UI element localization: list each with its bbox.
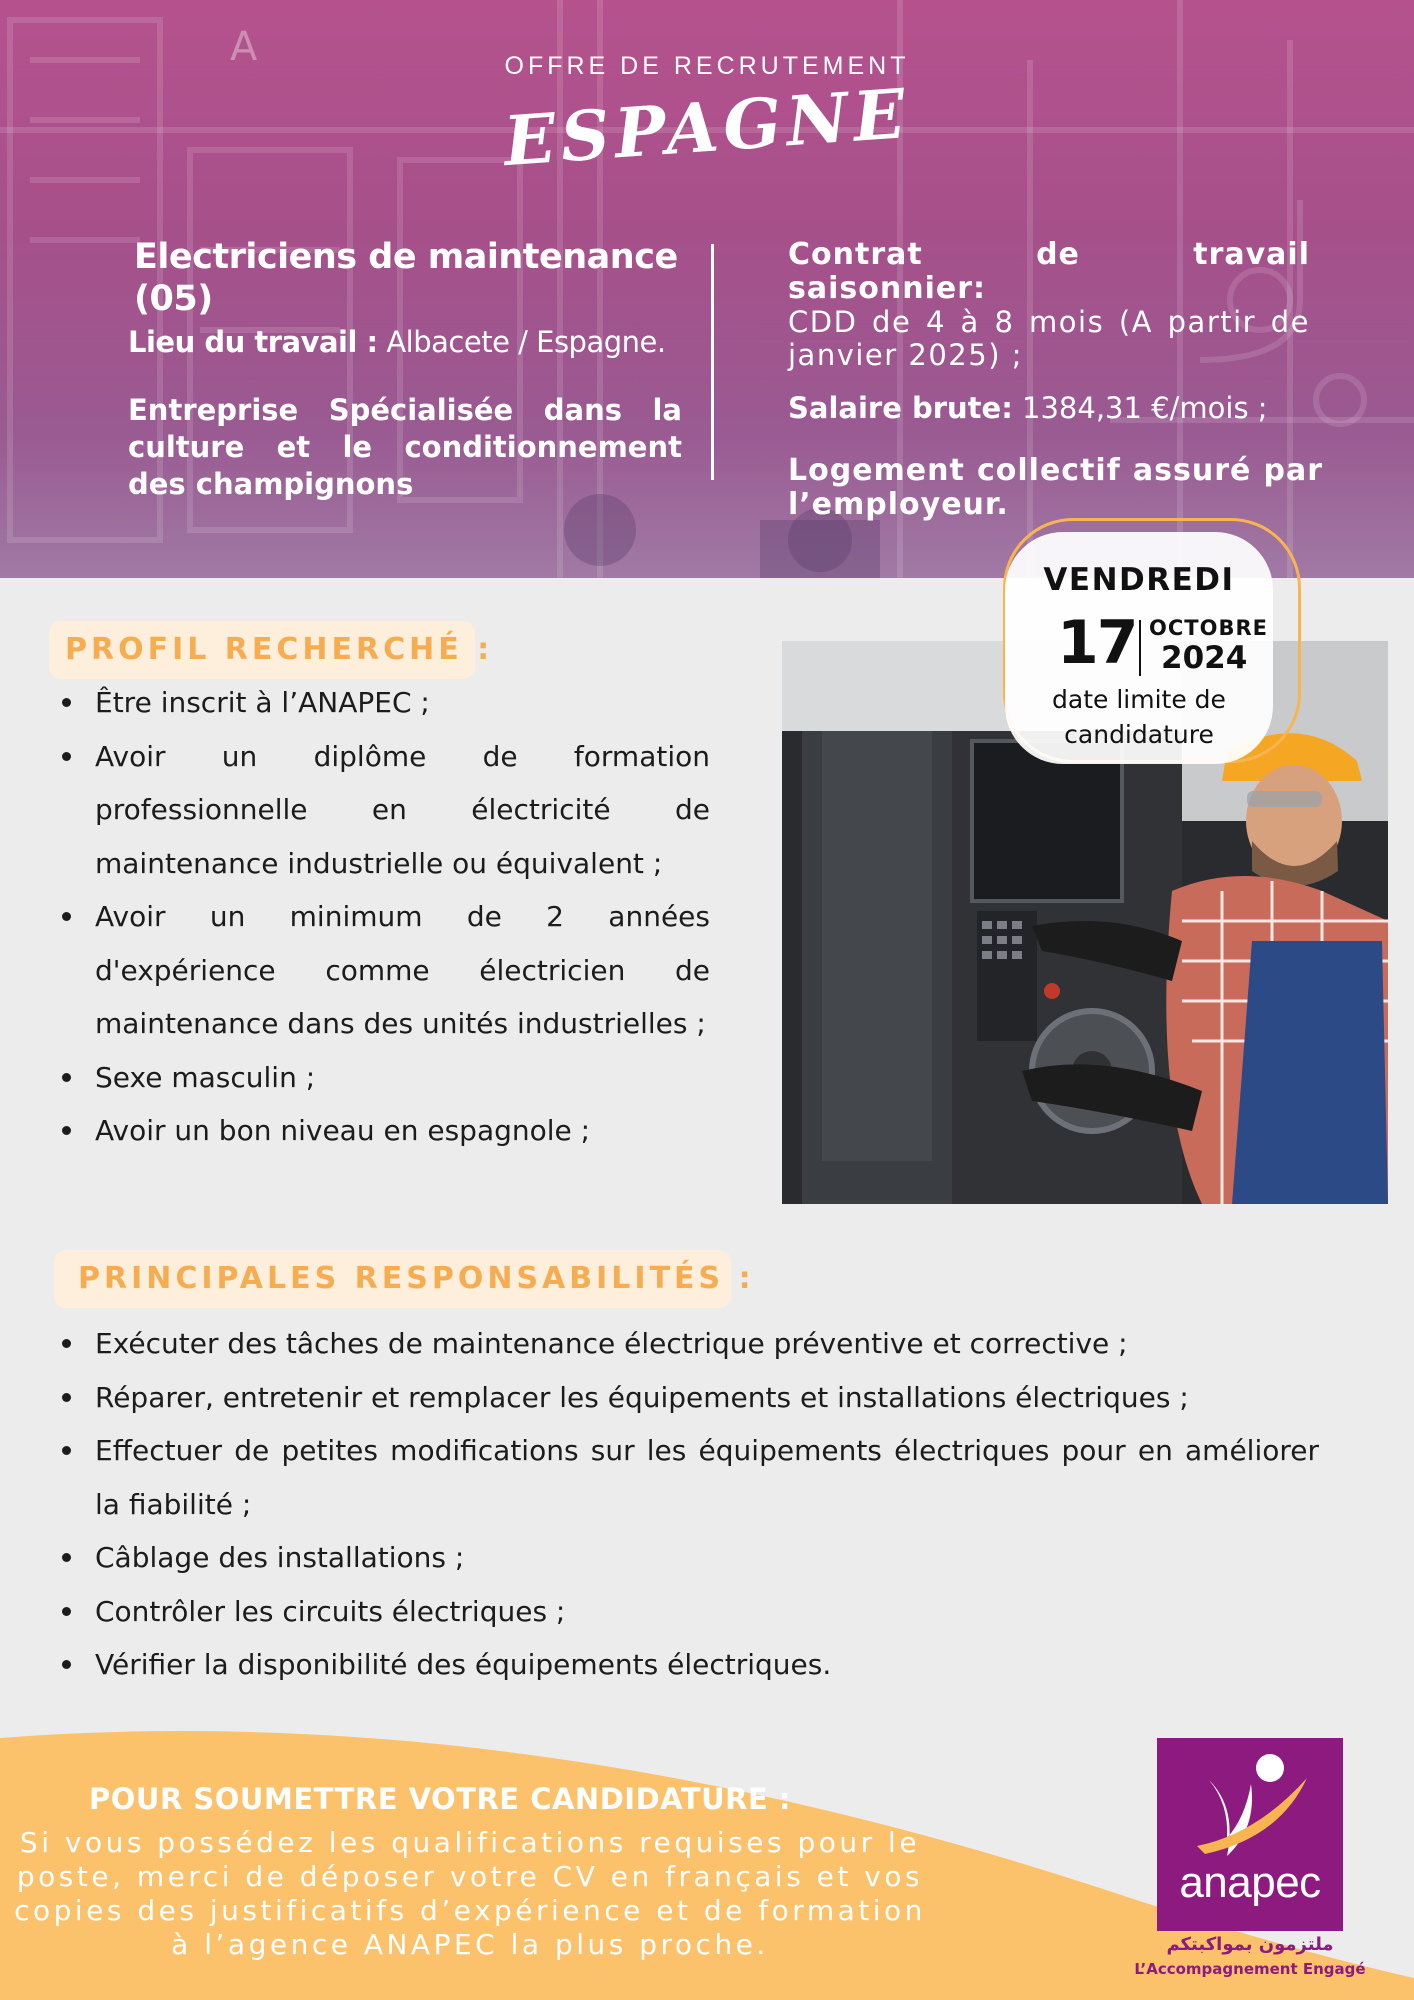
salary-label: Salaire brute:: [788, 391, 1013, 425]
profile-heading: PROFIL RECHERCHÉ :: [49, 621, 475, 679]
offer-kicker: OFFRE DE RECRUTEMENT: [504, 52, 910, 80]
deadline-note: date limite de candidature: [1052, 685, 1226, 749]
list-item: Effectuer de petites modifications sur les équipements électriques pour en améliorer la fiabilité ;: [62, 1424, 1319, 1531]
hero-banner: [0, 0, 1414, 578]
deadline-separator: [1139, 620, 1141, 676]
list-item: Câblage des installations ;: [62, 1531, 1319, 1585]
housing-note: Logement collectif assuré par l’employeur.: [788, 453, 1323, 522]
list-item: Vérifier la disponibilité des équipements électriques.: [62, 1638, 1319, 1692]
list-item: Exécuter des tâches de maintenance électrique préventive et corrective ;: [62, 1317, 1319, 1371]
job-summary: [128, 236, 682, 503]
job-title: Electriciens de maintenance (05): [134, 237, 678, 319]
contract-title: Contrat de travail saisonnier:: [788, 237, 1310, 306]
job-location: [128, 322, 682, 362]
list-item: Sexe masculin ;: [62, 1051, 710, 1105]
job-location-label: Lieu du travail :: [128, 325, 378, 359]
responsibilities-list: [62, 1317, 1319, 1692]
list-item: Avoir un minimum de 2 années d'expérience comme électricien de maintenance dans des unités industrielles ;: [62, 890, 710, 1051]
column-divider: [711, 244, 714, 480]
deadline-weekday: VENDREDI: [1043, 562, 1235, 598]
deadline-badge: [1005, 532, 1273, 764]
deadline-month: OCTOBRE: [1149, 616, 1268, 640]
list-item: Avoir un diplôme de formation professionnelle en électricité de maintenance industrielle ou équivalent ;: [62, 730, 710, 891]
logo-tagline-arabic: ملتزمون بمواكبتكم: [1166, 1934, 1334, 1955]
contract-summary: [788, 237, 1323, 522]
logo-wordmark: anapec: [1179, 1858, 1321, 1907]
list-item: Réparer, entretenir et remplacer les équipements et installations électriques ;: [62, 1371, 1319, 1425]
profile-list: [62, 676, 710, 1158]
job-location-value: Albacete / Espagne.: [386, 325, 666, 359]
anapec-logo: [1157, 1738, 1343, 1931]
apply-instructions: Si vous possédez les qualifications requises pour le poste, merci de déposer votre CV en français et vos copies des justificatifs d’expérience et de formation à l’agence ANAPEC la plus proche.: [14, 1826, 926, 1961]
deadline-day: 17: [1057, 608, 1137, 678]
responsibilities-heading: PRINCIPALES RESPONSABILITÉS :: [54, 1250, 731, 1308]
salary: [788, 390, 1310, 426]
list-item: Être inscrit à l’ANAPEC ;: [62, 676, 710, 730]
company-description: Entreprise Spécialisée dans la culture et le conditionnement des champignons: [128, 393, 682, 501]
list-item: Avoir un bon niveau en espagnole ;: [62, 1104, 710, 1158]
country-title: ESPAGNE: [501, 73, 913, 183]
apply-heading: POUR SOUMETTRE VOTRE CANDIDATURE :: [89, 1782, 791, 1816]
salary-value: 1384,31 €/mois ;: [1022, 391, 1268, 425]
contract-duration: CDD de 4 à 8 mois (A partir de janvier 2025) ;: [788, 305, 1310, 372]
svg-text:A: A: [230, 24, 258, 70]
list-item: Contrôler les circuits électriques ;: [62, 1585, 1319, 1639]
logo-tagline-french: L’Accompagnement Engagé: [1134, 1960, 1366, 1978]
deadline-year: 2024: [1161, 640, 1248, 676]
